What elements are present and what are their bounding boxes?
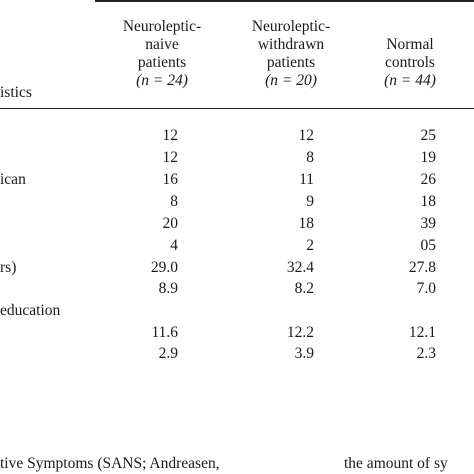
table-cell: 7.0	[416, 280, 436, 297]
header-rule	[0, 108, 474, 109]
header-line: Normal	[386, 36, 434, 53]
table-cell: 11	[299, 171, 314, 188]
table-cell: 12.2	[286, 324, 314, 341]
table-cell: 9	[306, 193, 314, 210]
table-cell: 12.1	[408, 324, 436, 341]
body-text-right: the amount of sy	[344, 455, 448, 472]
column-header-neuroleptic-withdrawn	[236, 18, 346, 90]
table-cell: 12	[162, 127, 178, 144]
table-cell: 19	[420, 149, 436, 166]
row-label: education	[0, 302, 61, 319]
body-text-left: tive Symptoms (SANS; Andreasen,	[0, 455, 220, 472]
header-line: Neuroleptic-	[122, 18, 202, 35]
table-cell: 12	[298, 127, 314, 144]
table-cell: 20	[162, 215, 178, 232]
table-cell: 29.0	[150, 259, 178, 276]
table-cell: 12	[162, 149, 178, 166]
header-line: patients	[137, 54, 187, 71]
header-line: naive	[145, 36, 179, 53]
header-line: (n = 20)	[265, 72, 317, 89]
table-cell: 26	[420, 171, 436, 188]
column-header-normal-controls	[368, 36, 452, 90]
header-line: Neuroleptic-	[251, 18, 331, 35]
table-cell: 16	[162, 171, 178, 188]
row-label: rs)	[0, 259, 17, 276]
stub-header: istics	[0, 84, 32, 101]
table-cell: 18	[420, 193, 436, 210]
table-cell: 8	[306, 149, 314, 166]
row-label: ican	[0, 171, 26, 188]
table-cell: 32.4	[286, 259, 314, 276]
table-cell: 27.8	[408, 259, 436, 276]
column-header-neuroleptic-naive	[112, 18, 212, 90]
table-cell: 4	[170, 237, 178, 254]
table-cell: 05	[420, 237, 436, 254]
header-line: (n = 24)	[136, 72, 188, 89]
table-cell: 2.9	[158, 345, 178, 362]
table-cell: 2	[306, 237, 314, 254]
table-cell: 3.9	[294, 345, 314, 362]
table-cell: 11.6	[151, 324, 178, 341]
table-cell: 8	[170, 193, 178, 210]
table-top-rule	[95, 0, 474, 2]
table-cell: 2.3	[416, 345, 436, 362]
table-cell: 18	[298, 215, 314, 232]
header-line: controls	[385, 54, 435, 71]
table-cell: 39	[420, 215, 436, 232]
table-cell: 25	[420, 127, 436, 144]
header-line: (n = 44)	[384, 72, 436, 89]
table-cell: 8.2	[294, 280, 314, 297]
header-line: patients	[266, 54, 316, 71]
table-cell: 8.9	[158, 280, 178, 297]
header-line: withdrawn	[257, 36, 325, 53]
